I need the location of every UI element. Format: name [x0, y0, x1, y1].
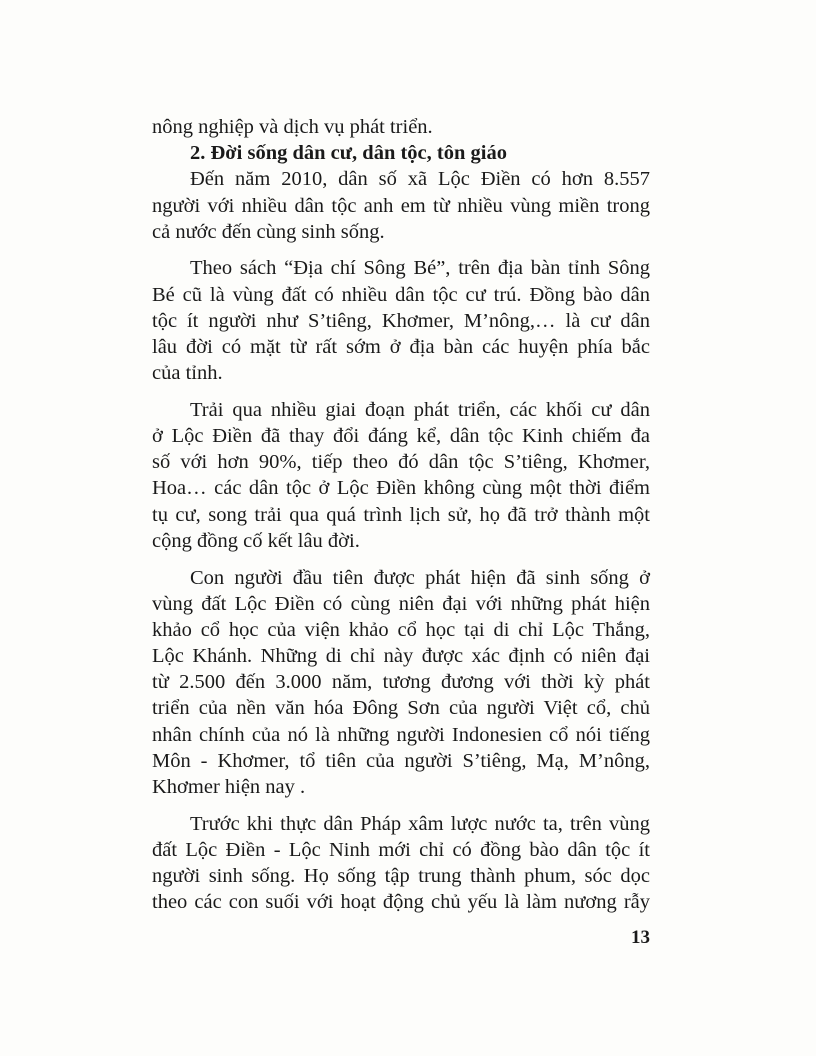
text-line: Lộc Khánh. Những di chỉ này được xác định có niên đại [152, 645, 650, 668]
text-line: tộc ít người như S’tiêng, Khơmer, M’nông,… là cư dân [152, 309, 650, 332]
text-line: Đến năm 2010, dân số xã Lộc Điền có hơn 8.557 [190, 168, 650, 191]
paragraph [152, 114, 650, 140]
text-line: tụ cư, song trải qua quá trình lịch sử, họ đã trở thành một [152, 503, 650, 526]
text-line: Hoa… các dân tộc ở Lộc Điền không cùng một thời điểm [152, 477, 650, 500]
paragraph [152, 166, 650, 245]
paragraph [152, 811, 650, 916]
paragraph [152, 397, 650, 554]
text-line: Trải qua nhiều giai đoạn phát triển, các khối cư dân [190, 398, 650, 421]
text-line: số với hơn 90%, tiếp theo đó dân tộc S’tiêng, Khơmer, [152, 451, 650, 474]
text-line: Con người đầu tiên được phát hiện đã sinh sống ở [190, 566, 650, 589]
text-line: ở Lộc Điền đã thay đổi đáng kể, dân tộc Kinh chiếm đa [152, 425, 650, 448]
page-body [152, 114, 650, 926]
text-line: nhân chính của nó là những người Indonesien cổ nói tiếng [152, 723, 650, 746]
page-number: 13 [631, 927, 650, 948]
text-line: khảo cổ học của viện khảo cổ học tại di chỉ Lộc Thắng, [152, 618, 650, 641]
text-line: đất Lộc Điền - Lộc Ninh mới chỉ có đồng bào dân tộc ít [152, 838, 650, 861]
section-heading [152, 140, 650, 166]
text-line: Bé cũ là vùng đất có nhiều dân tộc cư trú. Đồng bào dân [152, 283, 650, 306]
text-line: cộng đồng cố kết lâu đời. [152, 529, 360, 552]
text-line: Trước khi thực dân Pháp xâm lược nước ta, trên vùng [190, 812, 650, 835]
text-line: theo các con suối với hoạt động chủ yếu là làm nương rẫy [152, 891, 650, 914]
text-line: vùng đất Lộc Điền có cùng niên đại với những phát hiện [152, 592, 650, 615]
text-line: nông nghiệp và dịch vụ phát triển. [152, 116, 433, 138]
text-line: Môn - Khơmer, tổ tiên của người S’tiêng, Mạ, M’nông, [152, 749, 650, 772]
text-line: từ 2.500 đến 3.000 năm, tương đương với thời kỳ phát [152, 671, 650, 694]
text-line: Theo sách “Địa chí Sông Bé”, trên địa bàn tỉnh Sông [190, 257, 650, 280]
text-line: của tỉnh. [152, 362, 223, 385]
text-line: người sinh sống. Họ sống tập trung thành phum, sóc dọc [152, 865, 650, 888]
text-line: lâu đời có mặt từ rất sớm ở địa bàn các huyện phía bắc [152, 336, 650, 358]
text-line: cả nước đến cùng sinh sống. [152, 220, 385, 243]
text-line: 2. Đời sống dân cư, dân tộc, tôn giáo [190, 142, 507, 165]
paragraph [152, 565, 650, 801]
text-line: người với nhiều dân tộc anh em từ nhiều vùng miền trong [152, 194, 650, 217]
text-line: triển của nền văn hóa Đông Sơn của người Việt cổ, chủ [152, 697, 650, 720]
text-line: Khơmer hiện nay . [152, 776, 306, 798]
paragraph [152, 255, 650, 386]
